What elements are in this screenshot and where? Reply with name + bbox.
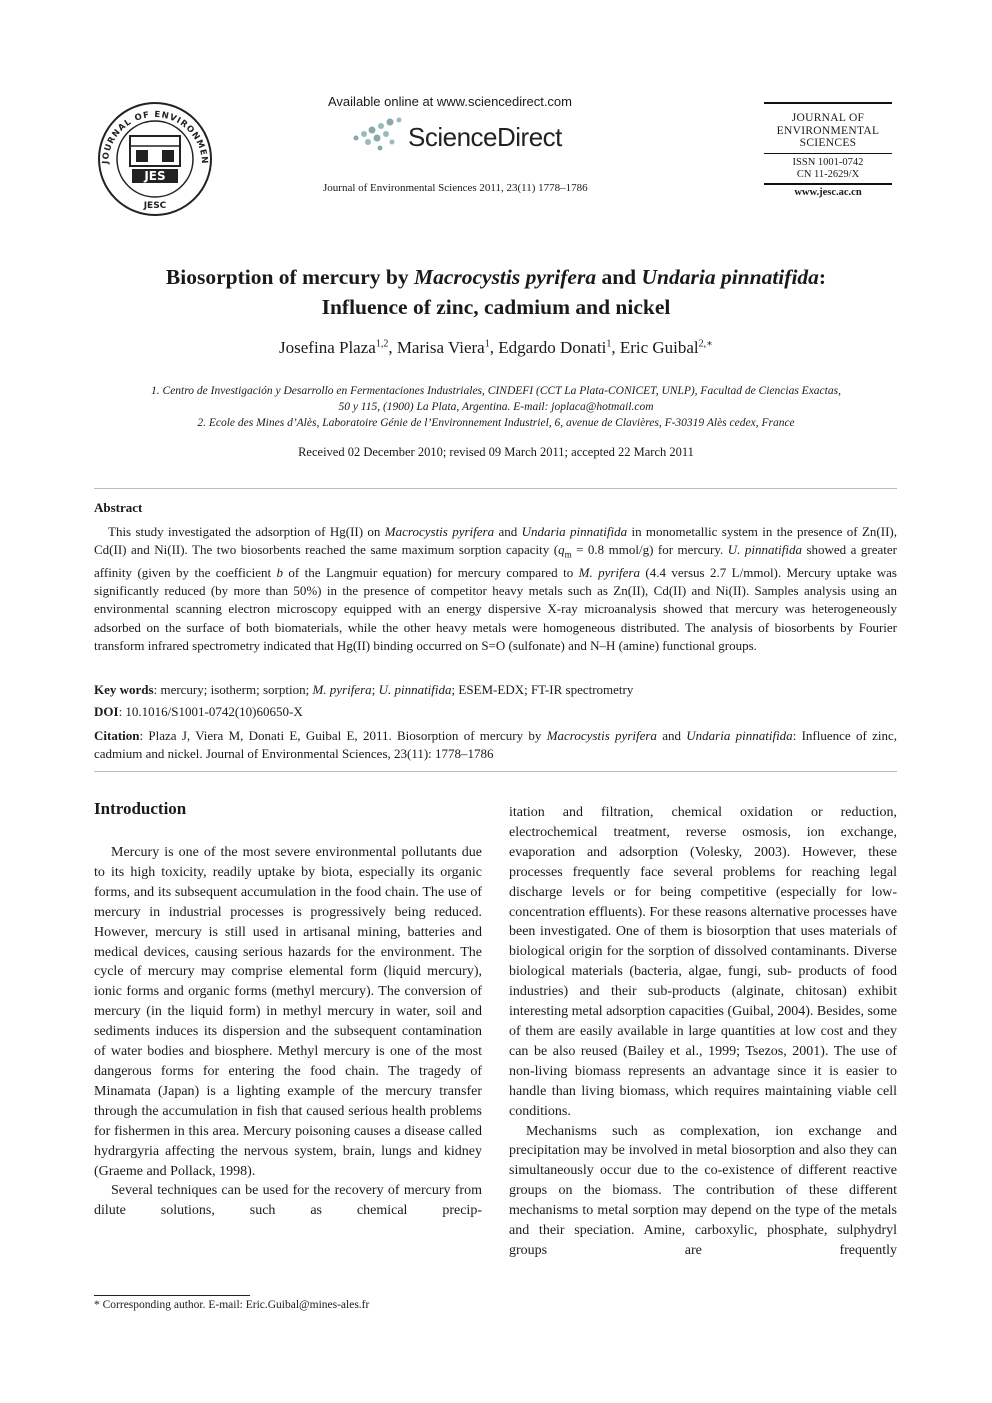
keywords: Key words: mercury; isotherm; sorption; M. pyrifera; U. pinnatifida; ESEM-EDX; FT-IR spectrometry [94,682,634,697]
left-column [94,843,482,1221]
affiliation-2: 2. Ecole des Mines d’Alès, Laboratoire Génie de l’Environnement Industriel, 6, avenue de Clavières, F-30319 Alès cedex, France [197,417,795,429]
journal-masthead-box [764,102,892,202]
affiliation-1: 1. Centro de Investigación y Desarrollo en Fermentaciones Industriales, CINDEFI (CCT La Plata-CONICET, UNLP), Facultad de Ciencias Exactas, 50 y 115, (1900) La Plata, Argentina. E-mail: joplaca@hotmail.com [151,385,841,413]
journal-reference: Journal of Environmental Sciences 2011, 23(11) 1778–1786 [323,182,588,194]
author-name: Eric Guibal [619,338,699,357]
footnote-rule [94,1295,250,1296]
paragraph: Mechanisms such as complexation, ion exchange and precipitation may be involved in metal biosorption and also they can simultaneously occur due to the co-existence of different reactive groups on the biomass. The contribution of these different mechanisms to metal sorption may depend on the type of the metals and their speciation. Amine, carboxylic, phosphate, sulphydryl groups are frequently [509,1123,897,1258]
author-name: Josefina Plaza [279,338,376,357]
masthead-issn: ISSN 1001-0742 [792,157,864,168]
masthead-cn: CN 11-2629/X [796,169,860,180]
received-dates: Received 02 December 2010; revised 09 March 2011; accepted 22 March 2011 [298,445,694,459]
abstract-heading: Abstract [94,500,143,515]
paragraph: itation and filtration, chemical oxidation or reduction, electrochemical treatment, reverse osmosis, ion exchange, evaporation and adsorption (Volesky, 2003). However, these processes frequently face several problems for reaching legal discharge levels or for being competitive (especially for low-concentration effluents). For these reasons alternative processes have been investigated. One of them is biosorption that uses materials of biological origin for the sorption of dissolved contaminants. Diverse biological materials (bacteria, algae, fungi, sub- products of food industries) and their sub-products (alginate, chitosan) exhibit interesting metal adsorption capacities (Guibal, 2004). Besides, some of them are easily available in large quantities at low cost and they can be also reused (Bailey et al., 1999; Tsezos, 2001). The use of non-living biomass represents an advantage since it is easier to handle than living biomass, which requires maintaining viable cell conditions. [509,805,898,1119]
divider [94,488,897,489]
author-list: Josefina Plaza$^{1,2}$, Marisa Viera$^1$, Edgardo Donati$^1$, Eric Guibal$^{2,∗}$ [279,338,713,357]
journal-seal-logo [94,100,216,218]
author-name: Marisa Viera [396,338,485,357]
abstract-text: This study investigated the adsorption of Hg(II) on Macrocystis pyrifera and Undaria pinnatifida in monometallic system in the presence of Zn(II), Cd(II) and Ni(II). The two biosorbents reached the same maximum sorption capacity ($q_m = 0.8$ mmol/g) for mercury. U. pinnatifida showed a greater affinity (given by the coefficient b of the Langmuir equation) for mercury compared to M. pyrifera (4.4 versus 2.7 L/mmol). Mercury uptake was significantly reduced (by more than 50%) in the presence of competitor heavy metals such as Zn(II), Cd(II) and Ni(II). Samples analysis using an environmental scanning electron microscopy equipped with an energy dispersive X-ray microanalysis showed that mercury was heterogeneously adsorbed on the surface of both biomaterials, while the other heavy metals were homogeneous distributed. The analysis of biosorbents by Fourier transform infrared spectrometry indicated that Hg(II) binding occurred on S=O (sulfonate) and N–H (amine) functional groups. [94,524,897,653]
paragraph: Mercury is one of the most severe environmental pollutants due to its high toxicity, readily uptake by biota, especially its organic forms, and its subsequent accumulation in the food chain. The use of mercury in industrial processes is progressively being reduced. However, mercury is still used in artisanal mining, batteries and medical devices, causing serious hazards for the environment. The cycle of mercury may comprise elemental form (liquid mercury), ionic forms and organic forms (methyl mercury). The conversion of mercury (in the liquid form) in methyl mercury in water, soil and sediments induces its dispersion and the subsequent contamination of water bodies and biosphere. Methyl mercury is one of the most dangerous forms for entering the food chain. The tragedy of Minamata (Japan) is a lighting example of the mercury transfer through the accumulation in fish that caused serious health problems for fishermen in this area. Mercury poisoning causes a disease called hydrargyria affecting the nervous system, brain, lungs and kidney (Graeme and Pollack, 1998). [94,845,482,1179]
article-title: Biosorption of mercury by Macrocystis pyrifera and Undaria pinnatifida: Influence of zinc, cadmium and nickel [165,265,827,319]
sciencedirect-wordmark: ScienceDirect [408,122,562,152]
doi: DOI: 10.1016/S1001-0742(10)60650-X [94,704,303,719]
divider [94,771,897,772]
masthead-url: www.jesc.ac.cn [794,187,862,198]
svg-text:JOURNAL OF ENVIRONMENTAL SCIEN: JOURNAL OF ENVIRONMEN [100,109,210,165]
svg-text:JESC: JESC [143,201,167,211]
available-online-text: Available online at www.sciencedirect.com [328,94,572,109]
sciencedirect-dots-icon [350,112,410,156]
footnote: * Corresponding author. E-mail: Eric.Guibal@mines-ales.fr [94,1299,370,1311]
paragraph: Several techniques can be used for the recovery of mercury from dilute solutions, such as chemical precip- [94,1183,482,1219]
right-column [509,803,897,1261]
citation: Citation: Plaza J, Viera M, Donati E, Guibal E, 2011. Biosorption of mercury by Macrocystis pyrifera and Undaria pinnatifida: Influence of zinc, cadmium and nickel. Journal of Environmental Sciences, 23(11): 1778–1786 [94,728,897,762]
masthead-title: JOURNAL OF ENVIRONMENTAL SCIENCES [776,112,880,149]
introduction-heading: Introduction [94,799,187,818]
author-name: Edgardo Donati [498,338,607,357]
sciencedirect-logo [350,112,610,156]
svg-text:JES: JES [144,169,166,183]
